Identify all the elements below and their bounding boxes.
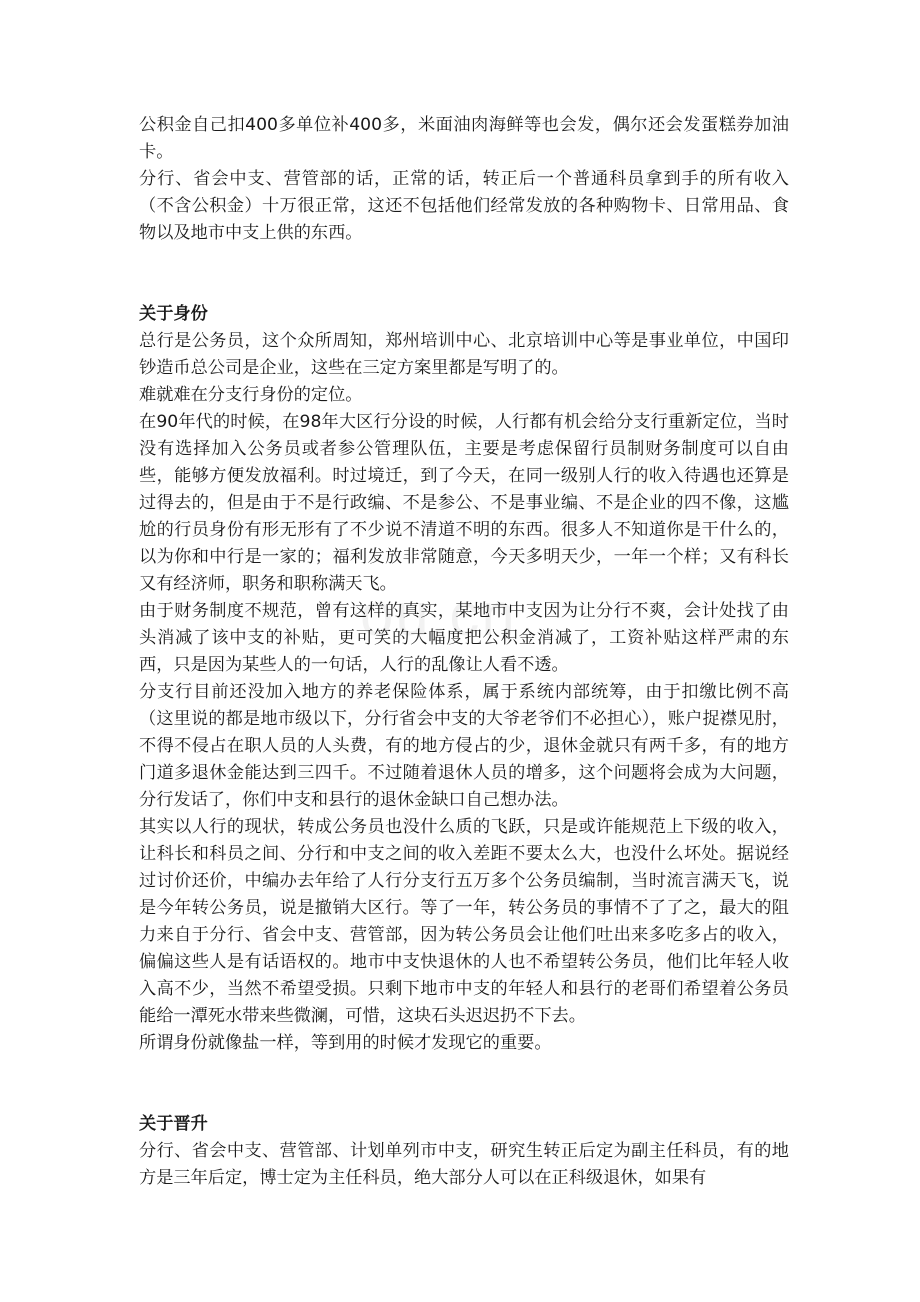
section-spacer	[139, 247, 789, 301]
paragraph-identity-6: 其实以人行的现状，转成公务员也没什么质的飞跃，只是或许能规范上下级的收入，让科长和科员之间、分行和中支之间的收入差距不要太么大，也没什么坏处。据说经过讨价还价，中编办去年给了人行分支行五万多个公务员编制，当时流言满天飞，说是今年转公务员，说是撤销大区行。等了一年，转公务员的事情不了了之，最大的阻力来自于分行、省会中支、营管部，因为转公务员会让他们吐出来多吃多占的收入，偏偏这些人是有话语权的。地市中支快退休的人也不希望转公务员，他们比年轻人收入高不少，当然不希望受损。只剩下地市中支的年轻人和县行的老哥们希望着公务员能给一潭死水带来些微澜，可惜，这块石头迟迟扔不下去。	[139, 817, 789, 1026]
paragraph-branch-income: 分行、省会中支、营管部的话，正常的话，转正后一个普通科员拿到手的所有收入（不含公积金）十万很正常，这还不包括他们经常发放的各种购物卡、日常用品、食物以及地市中支上供的东西。	[139, 169, 789, 243]
document-body	[139, 112, 789, 1192]
paragraph-identity-5: 分支行目前还没加入地方的养老保险体系，属于系统内部统筹，由于扣缴比例不高（这里说的都是地市级以下，分行省会中支的大爷老爷们不必担心），账户捉襟见肘，不得不侵占在职人员的人头费，有的地方侵占的少，退休金就只有两千多，有的地方门道多退休金能达到三四千。不过随着退休人员的增多，这个问题将会成为大问题，分行发话了，你们中支和县行的退休金缺口自己想办法。	[139, 682, 789, 810]
paragraph-identity-4: 由于财务制度不规范，曾有这样的真实，某地市中支因为让分行不爽，会计处找了由头消减了该中支的补贴，更可笑的大幅度把公积金消减了，工资补贴这样严肃的东西，只是因为某些人的一句话，人行的乱像让人看不透。	[139, 601, 789, 675]
section-heading-identity: 关于身份	[139, 304, 208, 324]
paragraph-housing-fund: 公积金自己扣400多单位补400多，米面油肉海鲜等也会发，偶尔还会发蛋糕券加油卡。	[139, 115, 789, 162]
section-heading-promotion: 关于晋升	[139, 1114, 208, 1134]
paragraph-identity-7: 所谓身份就像盐一样，等到用的时候才发现它的重要。	[139, 1033, 552, 1053]
paragraph-promotion-1: 分行、省会中支、营管部、计划单列市中支，研究生转正后定为副主任科员，有的地方是三年后定，博士定为主任科员，绝大部分人可以在正科级退休，如果有	[139, 1141, 789, 1188]
section-spacer	[139, 1057, 789, 1111]
paragraph-identity-2: 难就难在分支行身份的定位。	[139, 385, 363, 405]
watermark: ou.cn	[360, 581, 517, 648]
paragraph-identity-3: 在90年代的时候，在98年大区行分设的时候，人行都有机会给分支行重新定位，当时没有选择加入公务员或者参公管理队伍，主要是考虑保留行员制财务制度可以自由些，能够方便发放福利。时过境迁，到了今天，在同一级别人行的收入待遇也还算是过得去的，但是由于不是行政编、不是参公、不是事业编、不是企业的四不像，这尴尬的行员身份有形无形有了不少说不清道不明的东西。很多人不知道你是干什么的，以为你和中行是一家的；福利发放非常随意，今天多明天少，一年一个样；又有科长又有经济师，职务和职称满天飞。	[139, 412, 789, 594]
paragraph-identity-1: 总行是公务员，这个众所周知，郑州培训中心、北京培训中心等是事业单位，中国印钞造币总公司是企业，这些在三定方案里都是写明了的。	[139, 331, 789, 378]
